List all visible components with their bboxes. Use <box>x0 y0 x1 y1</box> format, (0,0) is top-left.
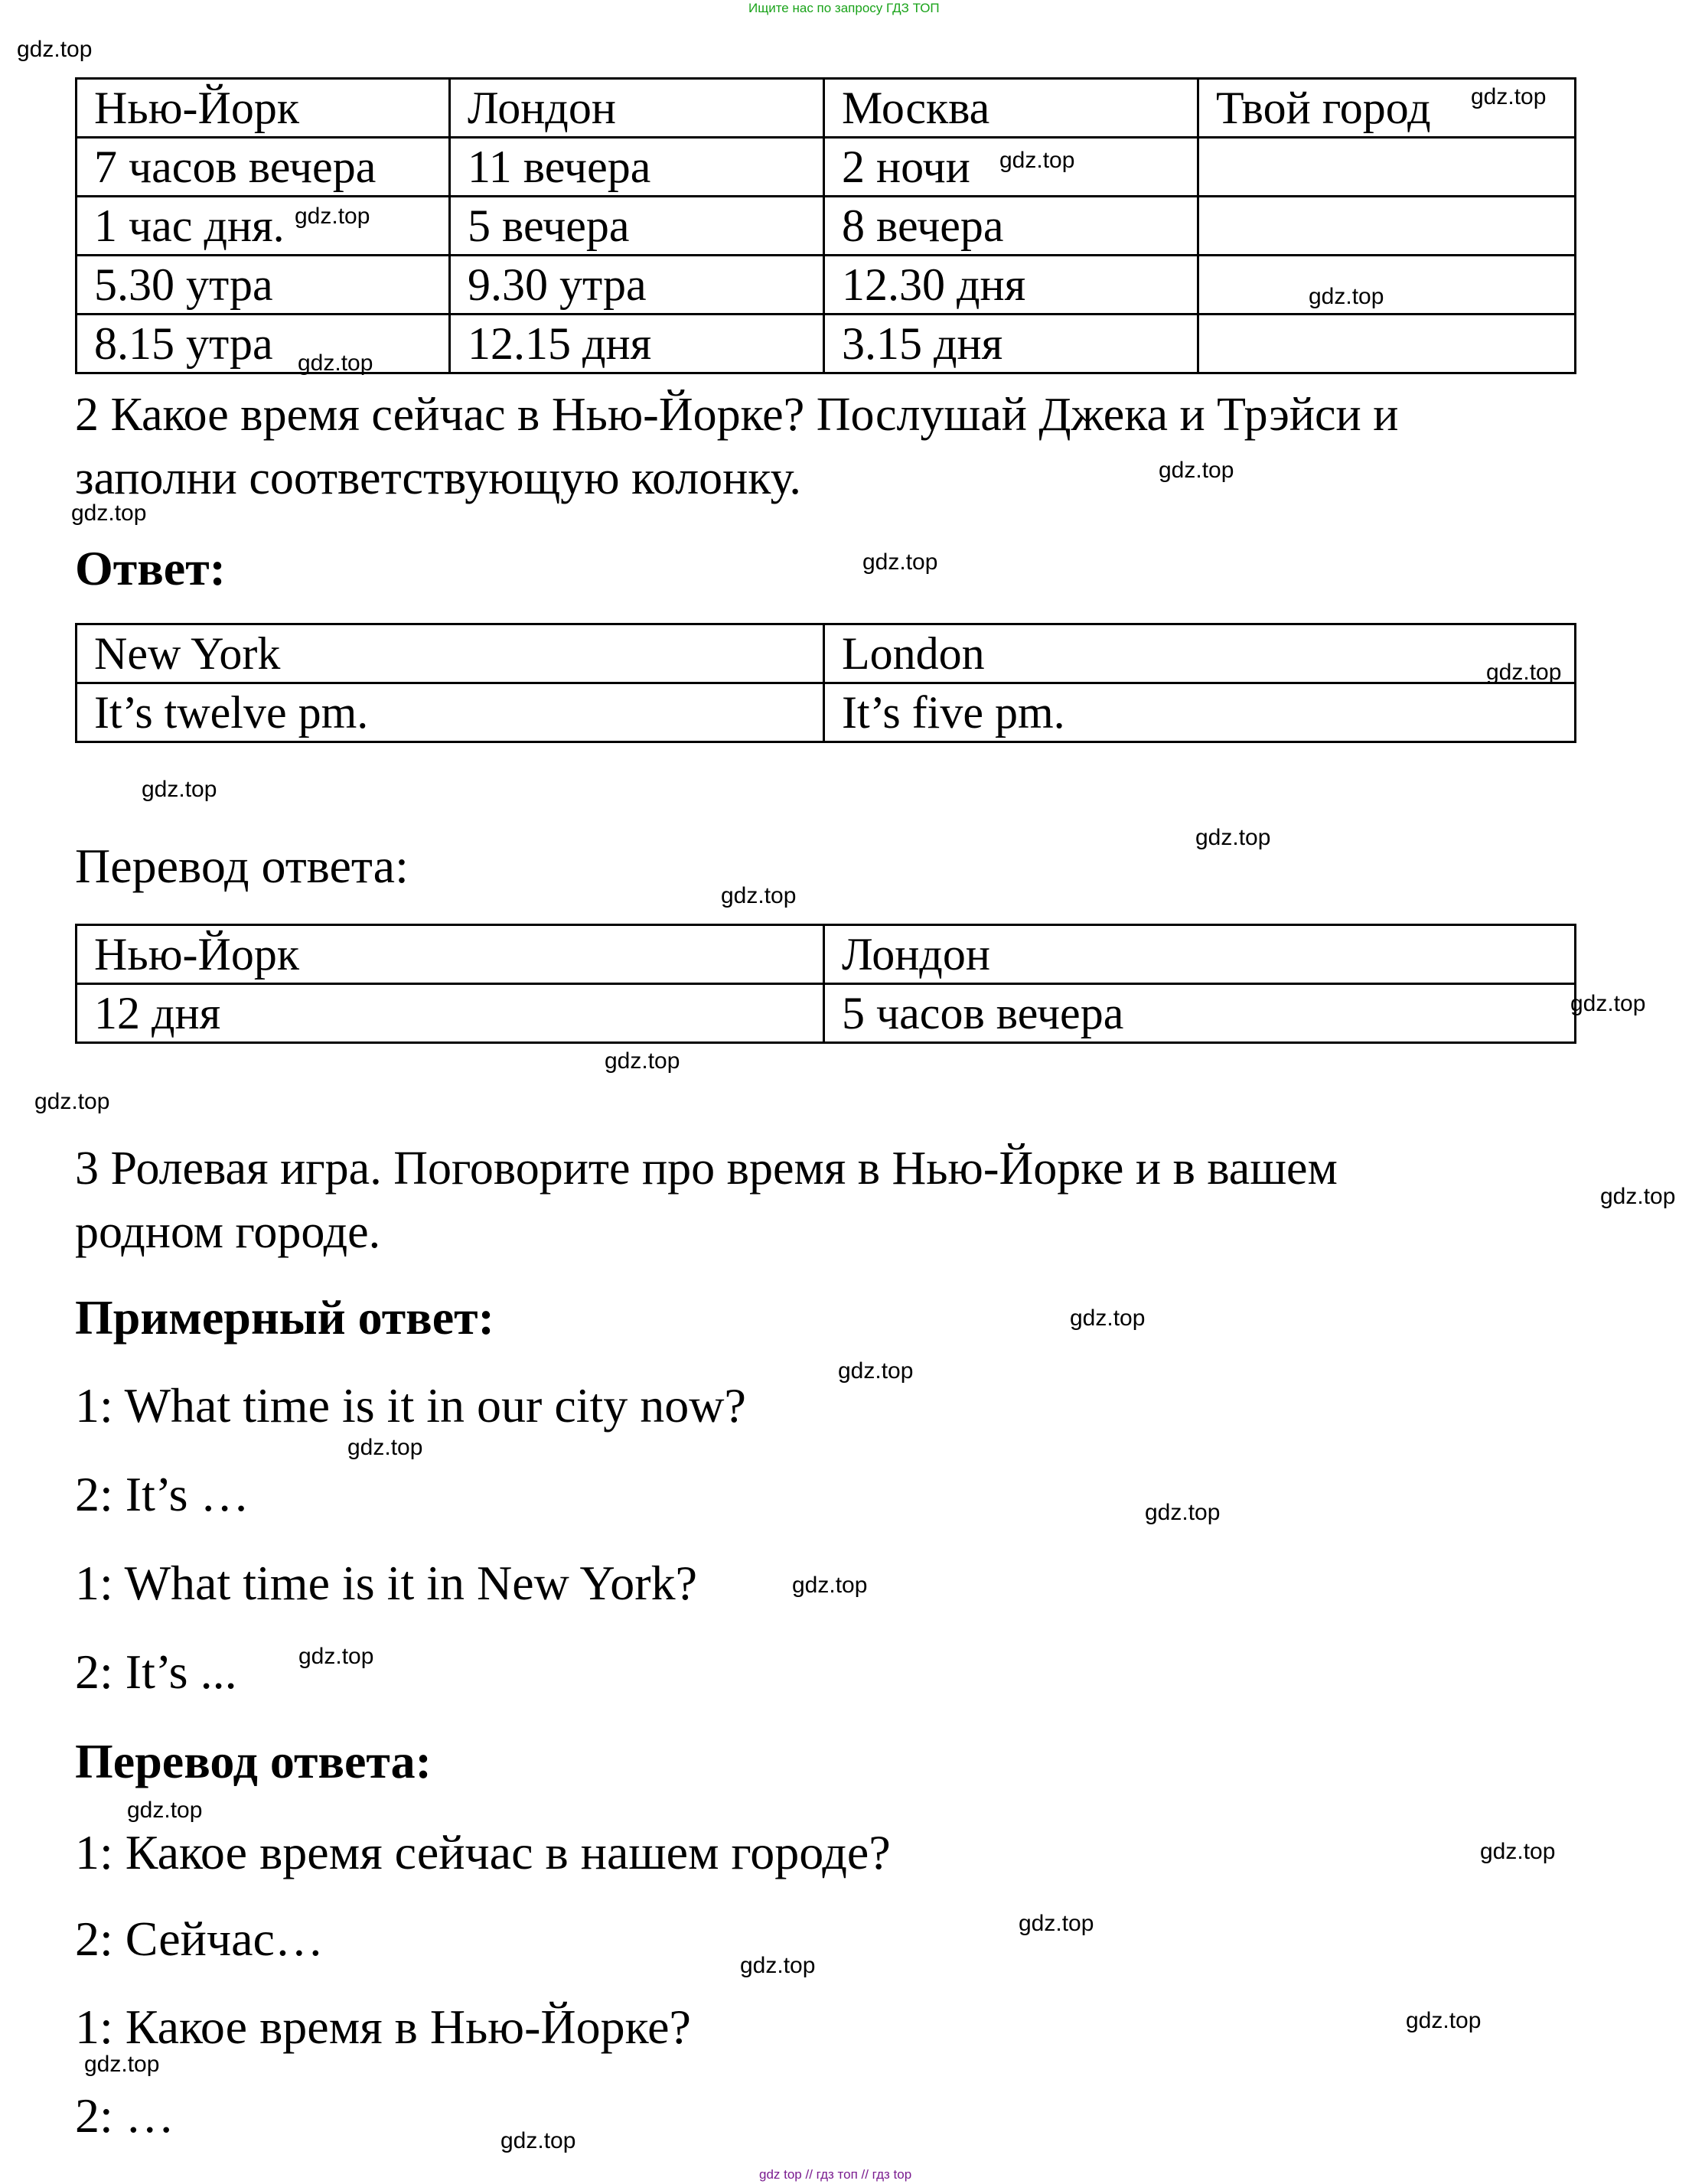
watermark: gdz.top <box>721 883 797 908</box>
dialogue-line: 1: Какое время сейчас в нашем городе? <box>75 1825 891 1879</box>
watermark: gdz.top <box>792 1573 868 1598</box>
header-cell: Нью-Йорк <box>77 79 450 138</box>
watermark: gdz.top <box>605 1048 680 1074</box>
watermark: gdz.top <box>1480 1839 1556 1864</box>
site-banner: Ищите нас по запросу ГДЗ ТОП <box>748 1 940 15</box>
task-2-line: 2 Какое время сейчас в Нью-Йорке? Послушай Джека и Трэйси и <box>75 389 1399 441</box>
watermark: gdz.top <box>142 777 217 802</box>
header-cell: Лондон <box>450 79 824 138</box>
table-cell: 5 часов вечера <box>824 984 1576 1043</box>
header-cell: Нью-Йорк <box>77 925 824 984</box>
sample-answer-heading: Примерный ответ: <box>75 1290 494 1345</box>
dialogue-line: 2: It’s … <box>75 1467 249 1521</box>
watermark: gdz.top <box>298 1644 374 1669</box>
watermark: gdz.top <box>1019 1911 1094 1936</box>
watermark: gdz.top <box>1070 1306 1146 1331</box>
dialogue-line: 1: What time is it in New York? <box>75 1556 697 1610</box>
watermark: gdz.top <box>1406 2008 1482 2033</box>
watermark: gdz.top <box>71 500 147 526</box>
watermark: gdz.top <box>1159 458 1234 483</box>
table-cell: 12.30 дня <box>824 256 1198 315</box>
watermark: gdz.top <box>500 2128 576 2153</box>
table-cell: 8 вечера <box>824 197 1198 256</box>
table-row <box>77 683 1576 742</box>
table-header-row <box>77 624 1576 683</box>
task-3-line: 3 Ролевая игра. Поговорите про время в Нью-Йорке и в вашем <box>75 1143 1338 1195</box>
task-2-line: заполни соответствующую колонку. <box>75 452 801 504</box>
table-cell: 7 часов вечера <box>77 138 450 197</box>
watermark: gdz.top <box>17 37 93 62</box>
dialogue-line: 2: Сейчас… <box>75 1912 324 1966</box>
table-cell: 12.15 дня <box>450 315 824 373</box>
watermark: gdz.top <box>1145 1500 1221 1525</box>
table-cell <box>1198 138 1576 197</box>
table-header-row <box>77 925 1576 984</box>
table-cell: It’s five pm. <box>824 683 1576 742</box>
watermark: gdz.top <box>84 2052 160 2077</box>
table-cell: 2 ночи <box>824 138 1198 197</box>
header-cell: Москва <box>824 79 1198 138</box>
table-row <box>77 138 1576 197</box>
translation-heading: Перевод ответа: <box>75 1734 432 1788</box>
header-cell: Лондон <box>824 925 1576 984</box>
watermark: gdz.top <box>127 1798 203 1823</box>
dialogue-line: 2: It’s ... <box>75 1645 237 1699</box>
translation-table <box>75 924 1576 1044</box>
table-cell: 5 вечера <box>450 197 824 256</box>
watermark: gdz.top <box>1195 825 1271 850</box>
watermark: gdz.top <box>1471 84 1547 109</box>
header-cell: Твой город <box>1198 79 1576 138</box>
table-cell <box>1198 256 1576 315</box>
dialogue-line: 1: Какое время в Нью-Йорке? <box>75 2000 691 2054</box>
watermark: gdz.top <box>298 350 373 376</box>
table-cell: 5.30 утра <box>77 256 450 315</box>
header-cell: New York <box>77 624 824 683</box>
dialogue-line: 2: … <box>75 2088 174 2143</box>
table-cell: It’s twelve pm. <box>77 683 824 742</box>
watermark: gdz.top <box>838 1358 914 1384</box>
watermark: gdz.top <box>999 148 1075 173</box>
site-footer: gdz top // гдз топ // гдз top <box>759 2167 912 2182</box>
task-3-text <box>75 1137 1338 1264</box>
table-cell: 9.30 утра <box>450 256 824 315</box>
translation-label: Перевод ответа: <box>75 839 409 893</box>
table-cell: 8.15 утра <box>77 315 450 373</box>
answer-heading: Ответ: <box>75 541 226 595</box>
table-cell <box>1198 197 1576 256</box>
table-cell: 11 вечера <box>450 138 824 197</box>
table-row <box>77 984 1576 1043</box>
watermark: gdz.top <box>347 1435 423 1460</box>
table-cell: 12 дня <box>77 984 824 1043</box>
table-header-row <box>77 79 1576 138</box>
table-cell <box>1198 315 1576 373</box>
dialogue-line: 1: What time is it in our city now? <box>75 1378 746 1433</box>
task-3-line: родном городе. <box>75 1206 381 1258</box>
task-2-text <box>75 383 1398 510</box>
header-cell: London <box>824 624 1576 683</box>
watermark: gdz.top <box>34 1089 110 1114</box>
watermark: gdz.top <box>1486 660 1562 685</box>
answer-table <box>75 623 1576 743</box>
watermark: gdz.top <box>1309 284 1384 309</box>
watermark: gdz.top <box>740 1953 816 1978</box>
watermark: gdz.top <box>1570 991 1646 1016</box>
table-cell: 3.15 дня <box>824 315 1198 373</box>
table-cell: 1 час дня. <box>77 197 450 256</box>
watermark: gdz.top <box>295 204 370 229</box>
watermark: gdz.top <box>862 549 938 575</box>
watermark: gdz.top <box>1600 1184 1676 1209</box>
